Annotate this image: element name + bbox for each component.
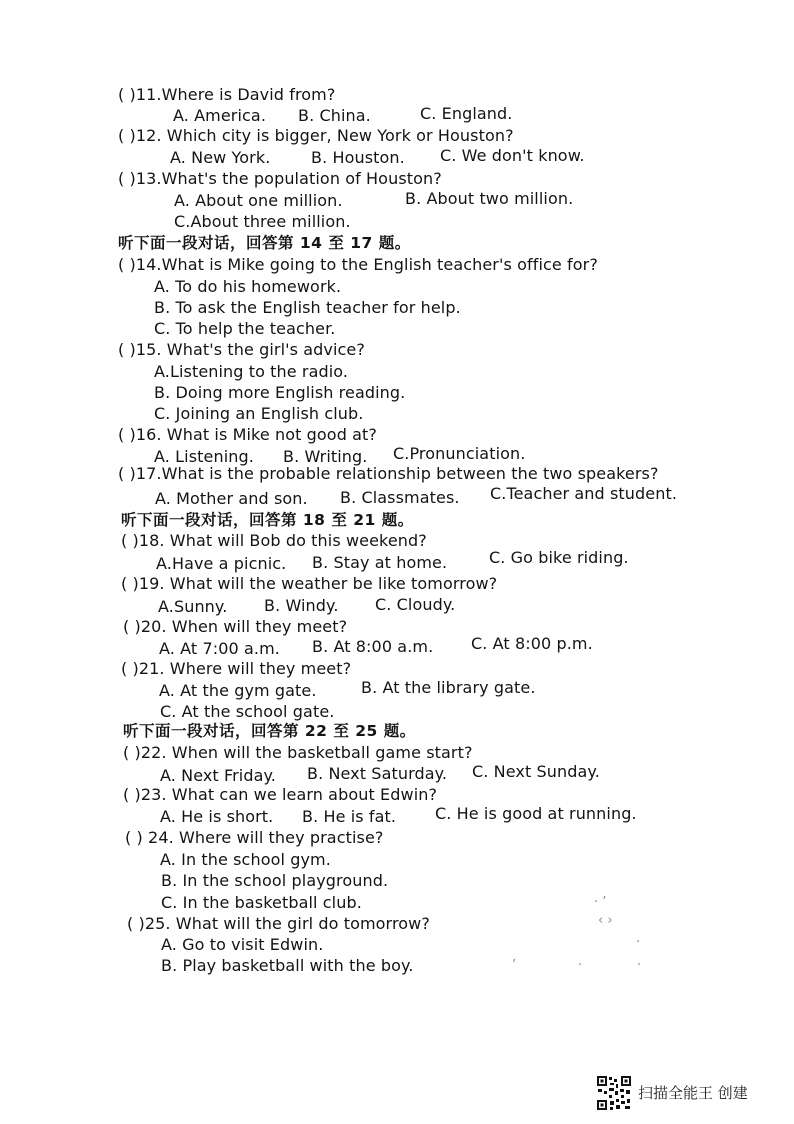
question-11-stem: ( )11.Where is David from? [118,85,336,104]
question-25-option-a: A. Go to visit Edwin. [161,935,324,954]
question-11-option-a: A. America. [173,106,267,125]
question-17-option-c: C.Teacher and student. [490,484,678,503]
question-17-stem: ( )17.What is the probable relationship between the two speakers? [118,464,659,483]
question-16-stem: ( )16. What is Mike not good at? [118,425,378,444]
question-23-stem: ( )23. What can we learn about Edwin? [123,785,438,804]
question-21-option-a: A. At the gym gate. [159,681,317,700]
scan-noise-mark: ‹ › [598,913,613,928]
question-13-option-b: B. About two million. [405,189,574,208]
question-19-option-b: B. Windy. [264,596,339,615]
question-24-option-b: B. In the school playground. [161,871,389,890]
question-11-option-b: B. China. [298,106,371,125]
qr-code-icon [596,1075,632,1111]
question-24-stem: ( ) 24. Where will they practise? [125,828,384,847]
scanner-app-watermark [596,1074,776,1114]
question-14-option-a: A. To do his homework. [154,277,342,296]
question-23-option-b: B. He is fat. [302,807,397,826]
question-20-option-a: A. At 7:00 a.m. [159,639,280,658]
section-heading-14-17: 听下面一段对话，回答第 14 至 17 题。 [118,234,411,252]
scan-noise-mark: · [636,935,641,950]
question-23-option-c: C. He is good at running. [435,804,637,823]
scan-noise-mark: · [637,958,642,973]
question-22-stem: ( )22. When will the basketball game start? [123,743,473,762]
question-14-stem: ( )14.What is Mike going to the English teacher's office for? [118,255,598,274]
question-17-option-a: A. Mother and son. [155,489,308,508]
question-24-option-c: C. In the basketball club. [161,893,362,912]
question-19-option-c: C. Cloudy. [375,595,456,614]
question-20-option-c: C. At 8:00 p.m. [471,634,593,653]
question-21-option-c: C. At the school gate. [160,702,335,721]
question-21-stem: ( )21. Where will they meet? [121,659,352,678]
question-12-option-b: B. Houston. [311,148,405,167]
question-17-option-b: B. Classmates. [340,488,460,507]
question-18-option-c: C. Go bike riding. [489,548,629,567]
question-15-stem: ( )15. What's the girl's advice? [118,340,365,359]
question-25-stem: ( )25. What will the girl do tomorrow? [127,914,430,933]
question-16-option-a: A. Listening. [154,447,254,466]
question-12-option-a: A. New York. [170,148,271,167]
question-18-option-b: B. Stay at home. [312,553,448,572]
question-13-option-c: C.About three million. [174,212,351,231]
question-13-option-a: A. About one million. [174,191,343,210]
question-15-option-a: A.Listening to the radio. [154,362,349,381]
question-18-option-a: A.Have a picnic. [156,554,287,573]
question-21-option-b: B. At the library gate. [361,678,536,697]
question-19-option-a: A.Sunny. [158,597,228,616]
question-25-option-b: B. Play basketball with the boy. [161,956,414,975]
question-22-option-a: A. Next Friday. [160,766,276,785]
question-22-option-b: B. Next Saturday. [307,764,448,783]
scanner-app-label: 扫描全能王 创建 [638,1084,748,1102]
question-16-option-b: B. Writing. [283,447,368,466]
question-24-option-a: A. In the school gym. [160,850,331,869]
question-19-stem: ( )19. What will the weather be like tomorrow? [121,574,498,593]
scan-noise-mark: ’ [512,958,517,973]
question-14-option-b: B. To ask the English teacher for help. [154,298,461,317]
question-23-option-a: A. He is short. [160,807,274,826]
question-12-stem: ( )12. Which city is bigger, New York or Houston? [118,126,514,145]
question-20-option-b: B. At 8:00 a.m. [312,637,434,656]
question-16-option-c: C.Pronunciation. [393,444,526,463]
section-heading-18-21: 听下面一段对话，回答第 18 至 21 题。 [121,511,414,529]
question-15-option-c: C. Joining an English club. [154,404,364,423]
question-18-stem: ( )18. What will Bob do this weekend? [121,531,427,550]
question-14-option-c: C. To help the teacher. [154,319,336,338]
scan-noise-mark: · [578,958,583,973]
section-heading-22-25: 听下面一段对话，回答第 22 至 25 题。 [123,722,416,740]
question-20-stem: ( )20. When will they meet? [123,617,348,636]
scan-noise-mark: · ’ [594,895,607,910]
question-22-option-c: C. Next Sunday. [472,762,600,781]
question-13-stem: ( )13.What's the population of Houston? [118,169,442,188]
question-15-option-b: B. Doing more English reading. [154,383,406,402]
question-11-option-c: C. England. [420,104,513,123]
question-12-option-c: C. We don't know. [440,146,585,165]
